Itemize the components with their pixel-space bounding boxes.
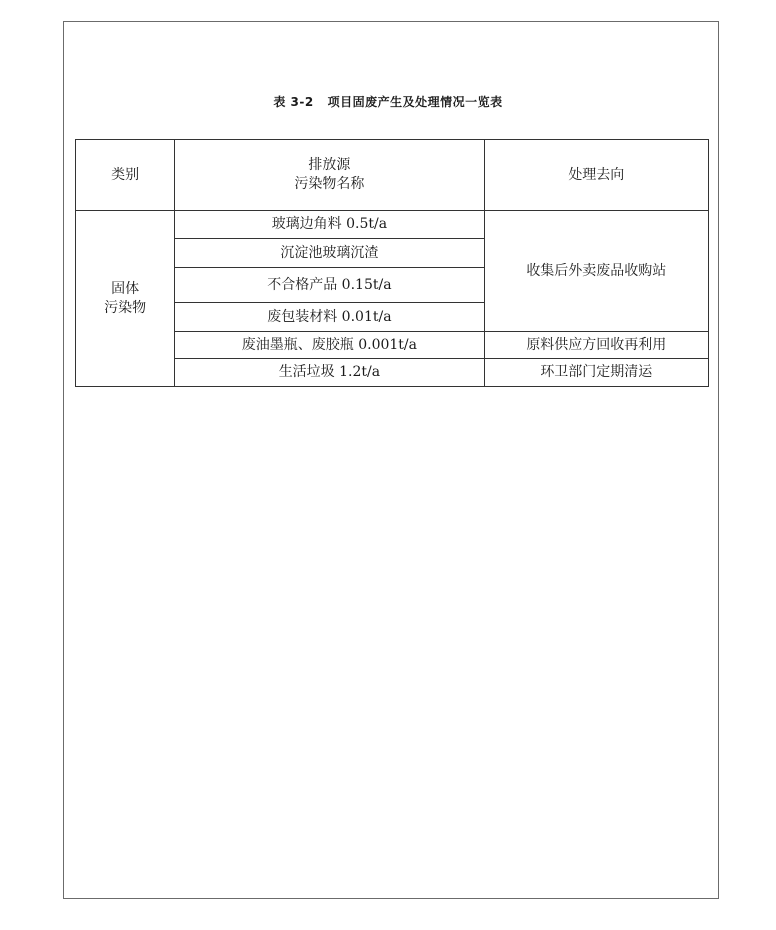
source-cell: 沉淀池玻璃沉渣 <box>175 239 484 268</box>
category-line2: 污染物 <box>104 299 147 316</box>
source-cell: 不合格产品 0.15t/a <box>175 268 484 303</box>
table-caption: 项目固废产生及处理情况一览表 <box>327 95 503 109</box>
disposal-cell-merged: 收集后外卖废品收购站 <box>484 211 708 332</box>
table-row <box>76 211 709 239</box>
header-source-line1: 排放源 <box>308 157 351 173</box>
source-cell: 玻璃边角料 0.5t/a <box>175 211 484 239</box>
table-title <box>0 93 776 110</box>
header-category: 类别 <box>76 140 175 211</box>
table-number: 表 3-2 <box>273 95 314 109</box>
disposal-cell: 原料供应方回收再利用 <box>484 332 708 359</box>
header-source-line2: 污染物名称 <box>294 176 365 192</box>
source-cell: 废包装材料 0.01t/a <box>175 303 484 332</box>
disposal-cell: 环卫部门定期清运 <box>484 359 708 387</box>
header-disposal: 处理去向 <box>484 140 708 211</box>
header-source <box>175 140 484 211</box>
solid-waste-table <box>75 139 709 387</box>
source-cell: 生活垃圾 1.2t/a <box>175 359 484 387</box>
source-cell: 废油墨瓶、废胶瓶 0.001t/a <box>175 332 484 359</box>
table-header-row <box>76 140 709 211</box>
category-cell <box>76 211 175 387</box>
category-line1: 固体 <box>111 280 140 297</box>
